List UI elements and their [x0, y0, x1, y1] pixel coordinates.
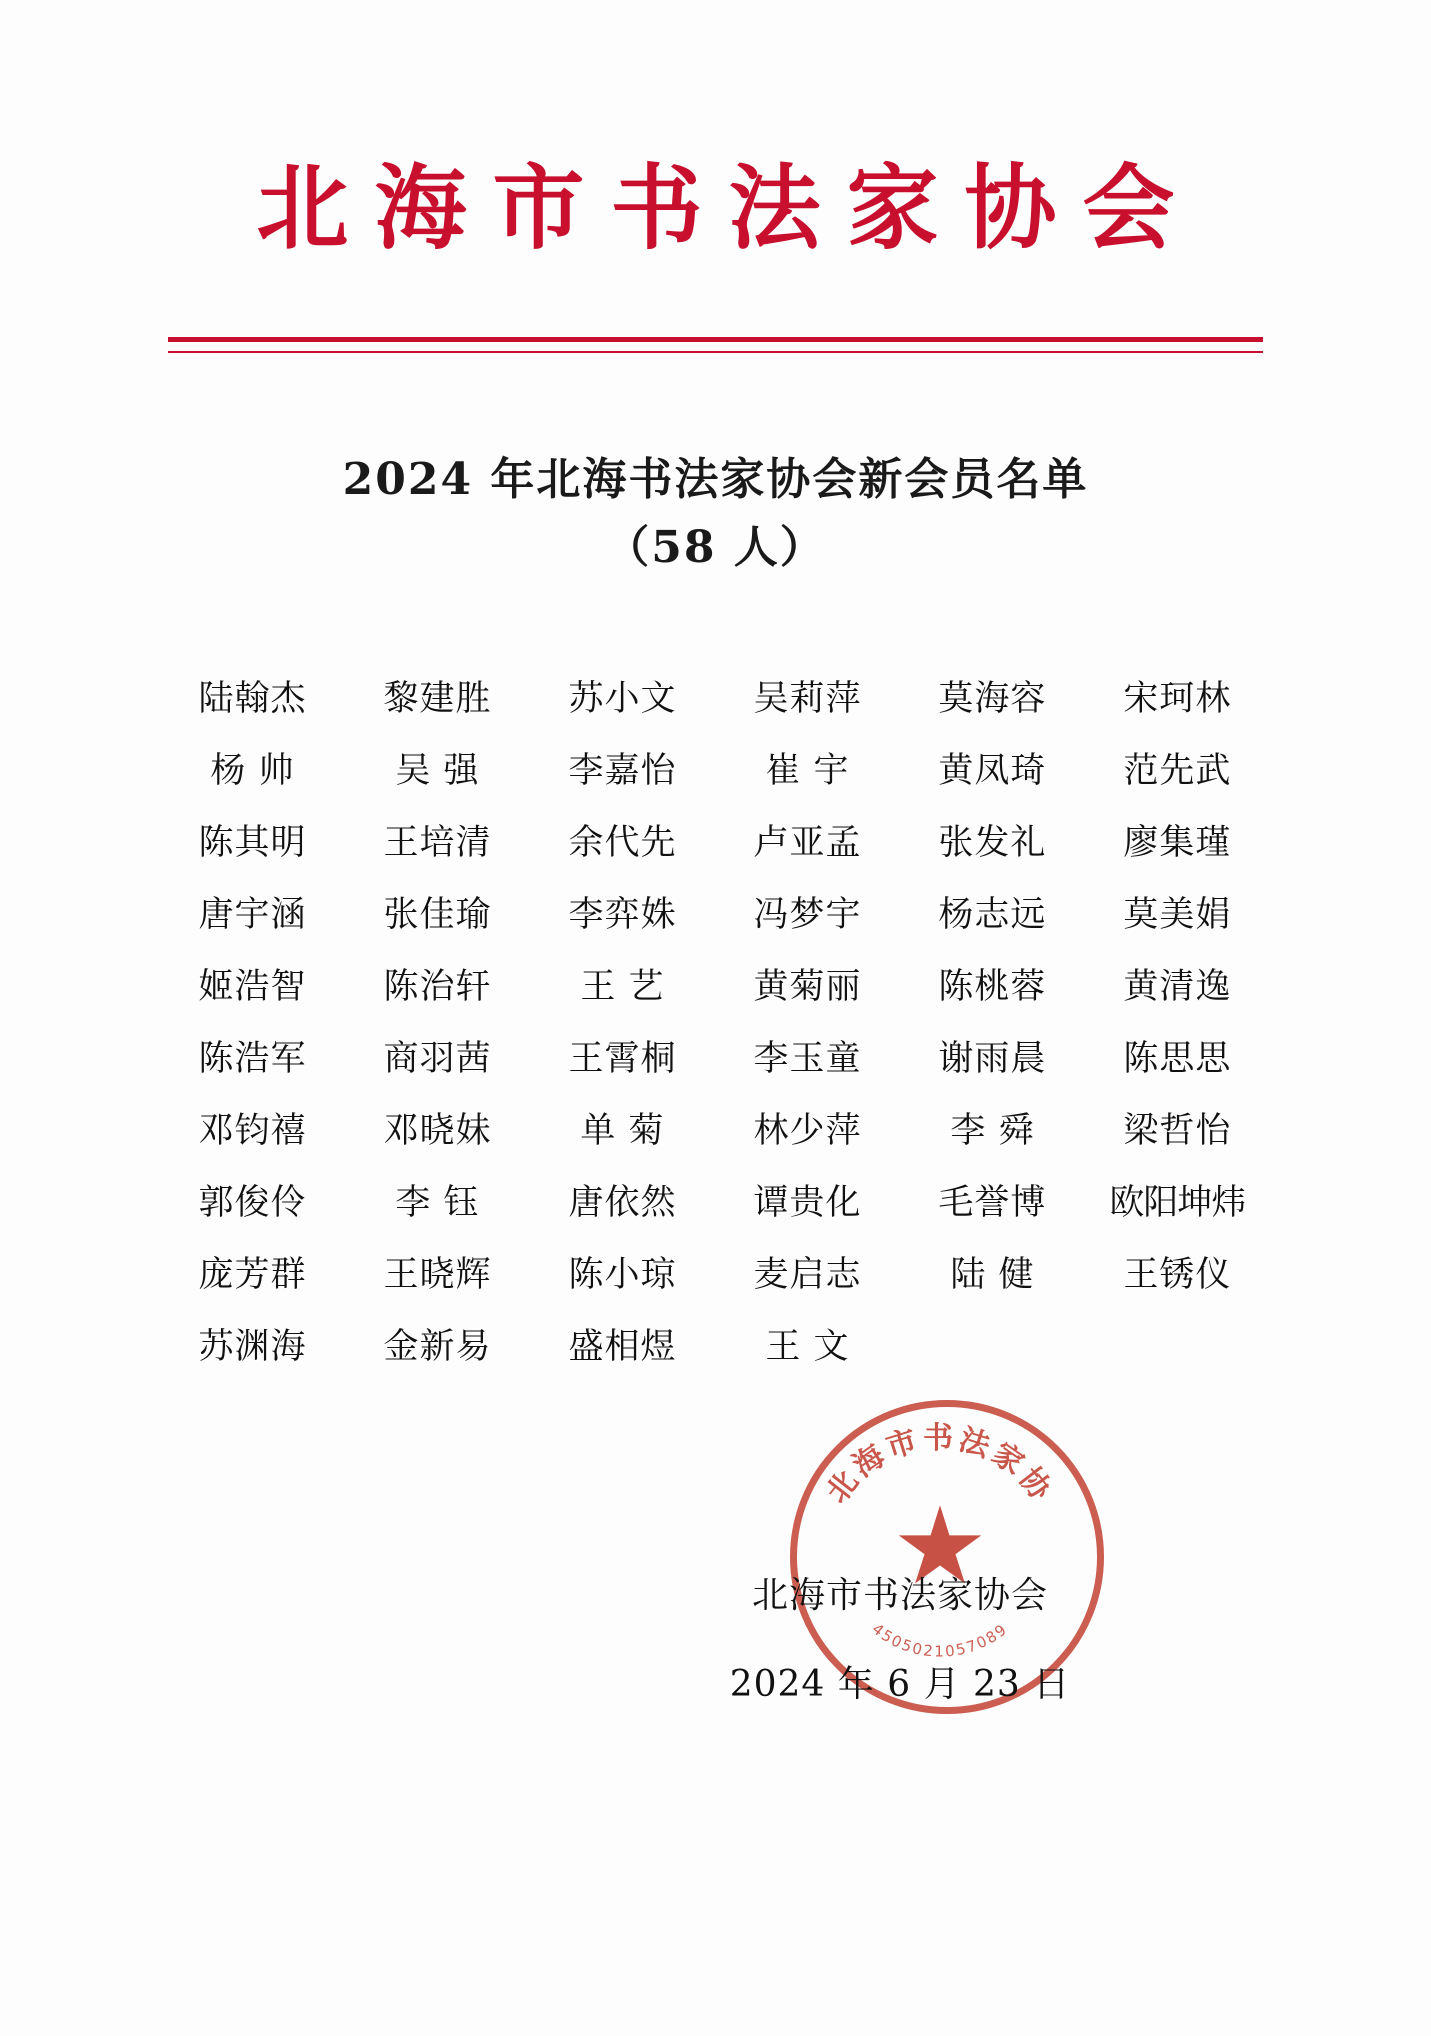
member-name: 唐依然 [568, 1183, 677, 1223]
seal-arc-label: 北海市书法家协 [819, 1421, 1061, 1510]
member-name: 郭俊伶 [198, 1183, 307, 1223]
member-name: 苏渊海 [198, 1327, 307, 1367]
table-row [160, 804, 1270, 876]
table-row [160, 1308, 1270, 1380]
member-name: 单 菊 [580, 1111, 665, 1151]
member-name: 黄菊丽 [753, 967, 862, 1007]
divider-thick-line [168, 337, 1263, 342]
table-row [160, 1236, 1270, 1308]
member-name: 盛相煜 [568, 1327, 677, 1367]
member-name: 李玉童 [753, 1039, 862, 1079]
member-name: 陈其明 [198, 823, 307, 863]
signature-date: 2024 年 6 月 23 日 [729, 1664, 1071, 1706]
table-row [160, 660, 1270, 732]
table-row [160, 1164, 1270, 1236]
table-row [160, 948, 1270, 1020]
letterhead-divider [168, 337, 1263, 353]
member-name: 麦启志 [753, 1255, 862, 1295]
member-name: 莫美娟 [1123, 895, 1232, 935]
member-name: 邓晓妹 [383, 1111, 492, 1151]
signature-block [700, 1565, 1100, 1715]
member-name: 庞芳群 [198, 1255, 307, 1295]
member-name: 梁哲怡 [1123, 1111, 1232, 1151]
member-name: 李嘉怡 [568, 751, 677, 791]
member-name: 范先武 [1123, 751, 1232, 791]
member-name: 陈治轩 [383, 967, 492, 1007]
member-name: 张发礼 [938, 823, 1047, 863]
member-name: 商羽茜 [383, 1039, 492, 1079]
seal-code-label: 4505021057089 [868, 1619, 1012, 1661]
signature-organization: 北海市书法家协会 [751, 1575, 1048, 1616]
member-name: 王 艺 [580, 967, 665, 1007]
member-name: 黄凤琦 [938, 751, 1047, 791]
member-name: 王培清 [383, 823, 492, 863]
member-name: 王 文 [765, 1327, 850, 1367]
member-name: 李 舜 [950, 1111, 1035, 1151]
document-title-main: 2024 年北海书法家协会新会员名单 [342, 454, 1089, 505]
table-row [160, 1092, 1270, 1164]
member-name: 林少萍 [753, 1111, 862, 1151]
letterhead [0, 154, 1431, 262]
member-name: 杨 帅 [210, 751, 295, 791]
member-name: 黄清逸 [1123, 967, 1232, 1007]
member-name: 王晓辉 [383, 1255, 492, 1295]
member-name: 谢雨晨 [938, 1039, 1047, 1079]
member-name: 陆 健 [950, 1255, 1035, 1295]
member-name: 欧阳坤炜 [1109, 1183, 1246, 1223]
member-name: 金新易 [383, 1327, 492, 1367]
member-name: 黎建胜 [383, 679, 492, 719]
member-name: 陈桃蓉 [938, 967, 1047, 1007]
member-name: 崔 宇 [765, 751, 850, 791]
member-name: 王霄桐 [568, 1039, 677, 1079]
letterhead-organization: 北海市书法家协会 [256, 154, 1201, 262]
member-name: 李 钰 [395, 1183, 480, 1223]
member-name: 卢亚孟 [753, 823, 862, 863]
member-name: 杨志远 [938, 895, 1047, 935]
member-name: 谭贵化 [753, 1183, 862, 1223]
member-name-grid [160, 660, 1270, 1380]
member-name: 陆翰杰 [198, 679, 307, 719]
member-name: 廖集瑾 [1123, 823, 1232, 863]
member-name: 莫海容 [938, 679, 1047, 719]
member-name: 吴 强 [395, 751, 480, 791]
member-name: 余代先 [568, 823, 677, 863]
member-name: 张佳瑜 [383, 895, 492, 935]
member-name: 吴莉萍 [753, 679, 862, 719]
member-name: 陈思思 [1123, 1039, 1232, 1079]
member-name: 李弈姝 [568, 895, 677, 935]
table-row [160, 1020, 1270, 1092]
table-row [160, 876, 1270, 948]
member-name: 邓钧禧 [198, 1111, 307, 1151]
member-name: 陈小琼 [568, 1255, 677, 1295]
divider-thin-line [168, 351, 1263, 353]
member-name: 苏小文 [568, 679, 677, 719]
document-title-count: （58 人） [605, 522, 826, 573]
document-title [0, 447, 1431, 583]
member-name: 宋珂林 [1123, 679, 1232, 719]
member-name: 陈浩军 [198, 1039, 307, 1079]
table-row [160, 732, 1270, 804]
member-name: 姬浩智 [198, 967, 307, 1007]
member-name: 唐宇涵 [198, 895, 307, 935]
member-name: 毛誉博 [938, 1183, 1047, 1223]
member-name: 王锈仪 [1123, 1255, 1232, 1295]
member-name: 冯梦宇 [753, 895, 862, 935]
